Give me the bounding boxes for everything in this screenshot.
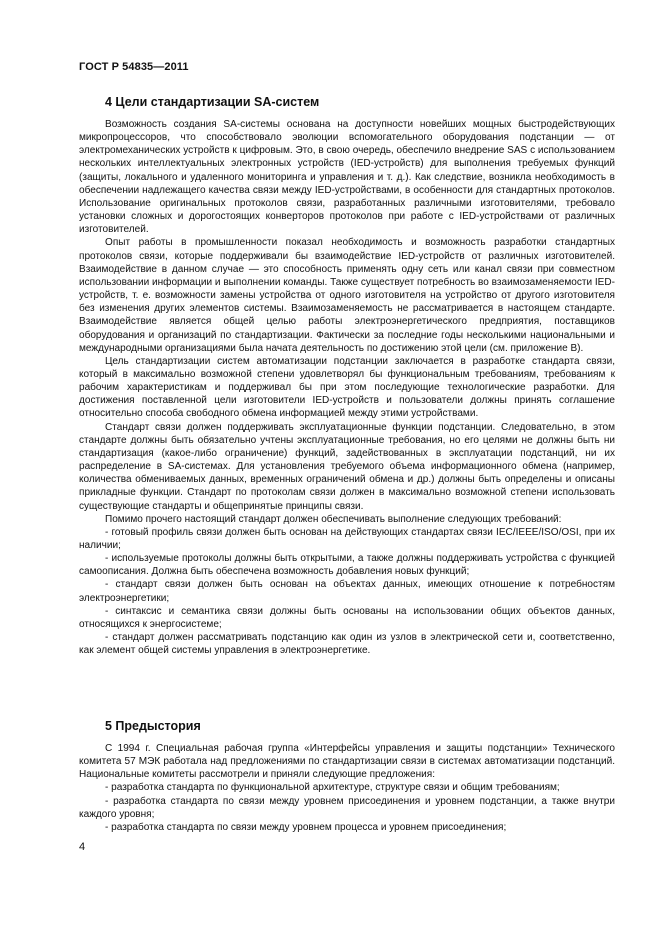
paragraph: Цель стандартизации систем автоматизации подстанции заключается в разработке стандарта связи, который в максимально возможной степени удовлетворял бы функциональным требованиям, требованиям к рабочим характеристикам и поддерживал бы при этом последующие технологические разработки. Для достижения поставленной цели изготовители IED-устройств и пользователи должны принять соглашение относительно способа свободного обмена информацией между этими устройствами.	[79, 355, 615, 420]
paragraph: С 1994 г. Специальная рабочая группа «Интерфейсы управления и защиты подстанции» Технического комитета 57 МЭК работала над предложениями по стандартизации связи в системах автоматизации подстанций. Национальные комитеты рассмотрели и приняли следующие предложения:	[79, 743, 615, 781]
paragraph: Возможность создания SA-системы основана на доступности новейших мощных быстродействующих микропроцессоров, что способствовало эволюции вспомогательного оборудования подстанции — от электромеханических устройств к цифровым. Это, в свою очередь, обеспечило внедрение SAS с использованием нескольких интеллектуальных электронных устройств (IED-устройств) для выполнения требуемых функций (защиты, локального и удаленного мониторинга и управления и т. д.). Как следствие, возникла необходимость в обеспечении надлежащего качества связи между IED-устройствами, в особенности для стандартных протоколов. Использование оригинальных протоколов связи, разработанных различными изготовителями, требовало установки сложных и дорогостоящих конверторов протоколов при работе с IED-устройствами от различных изготовителей.	[79, 119, 615, 236]
standard-code-header: ГОСТ Р 54835—2011	[79, 61, 189, 73]
section-5-title: 5 Предыстория	[105, 719, 201, 733]
list-item: - разработка стандарта по связи между уровнем процесса и уровнем присоединения;	[105, 821, 507, 833]
list-item: - разработка стандарта по функциональной архитектуре, структуре связи и общим требованиям;	[105, 782, 560, 794]
list-item: - готовый профиль связи должен быть основан на действующих стандартах связи IEC/IEEE/ISO/OSI, при их наличии;	[79, 526, 615, 551]
list-item: - используемые протоколы должны быть открытыми, а также должны поддерживать устройства с функцией самоописания. Должна быть обеспечена возможность добавления новых функций;	[79, 553, 615, 578]
list-item: - разработка стандарта по связи между уровнем присоединения и уровнем подстанции, а также внутри каждого уровня;	[79, 795, 615, 820]
page-number: 4	[79, 841, 86, 853]
list-item: - стандарт связи должен быть основан на объектах данных, имеющих отношение к потребностям электроэнергетики;	[79, 579, 615, 604]
section-4-body	[79, 118, 615, 657]
paragraph: Опыт работы в промышленности показал необходимость и возможность разработки стандартных протоколов связи, которые поддерживали бы взаимодействие IED-устройств от различных изготовителей. Взаимодействие в данном случае — это способность применять одну сеть или канал связи при совместном использовании информации и выполнении команды. Также существует потребность во взаимозаменяемости IED-устройств, т. е. возможности замены устройства от одного изготовителя на устройство от другого изготовителя без изменения других элементов системы. Взаимозаменяемость не рассматривается в настоящем стандарте. Взаимодействие является общей целью работы электроэнергетического предприятия, поставщиков оборудования и организаций по стандартизации. Фактически за последние годы несколькими национальными и международными организациями была начата деятельность по достижению этой цели (см. приложение В).	[79, 237, 615, 354]
list-item: - стандарт должен рассматривать подстанцию как один из узлов в электрической сети и, соответственно, как элемент общей системы управления в электроэнергетике.	[79, 632, 615, 657]
paragraph: Стандарт связи должен поддерживать эксплуатационные функции подстанции. Следовательно, в этом стандарте должны быть обязательно учтены эксплуатационные требования, но его целями не должны быть ни стандартизация (какое-либо ограничение) функций, задействованных в эксплуатации подстанций, ни их распределение в SA-системах. Для установления требуемого объема информационного обмена (например, количества обмениваемых данных, временных ограничений обмена и др.) должны быть определены и описаны прикладные функции. Стандарт по протоколам связи должен в максимально возможной степени использовать существующие стандарты и общепринятые принципы связи.	[79, 421, 615, 512]
section-4-title: 4 Цели стандартизации SA-систем	[105, 95, 320, 109]
list-item: - синтаксис и семантика связи должны быть основаны на использовании общих объектов данных, относящихся к энергосистеме;	[79, 605, 615, 630]
section-5	[79, 719, 615, 834]
section-4	[79, 95, 615, 657]
section-5-body	[79, 742, 615, 834]
paragraph: Помимо прочего настоящий стандарт должен обеспечивать выполнение следующих требований:	[105, 513, 562, 525]
